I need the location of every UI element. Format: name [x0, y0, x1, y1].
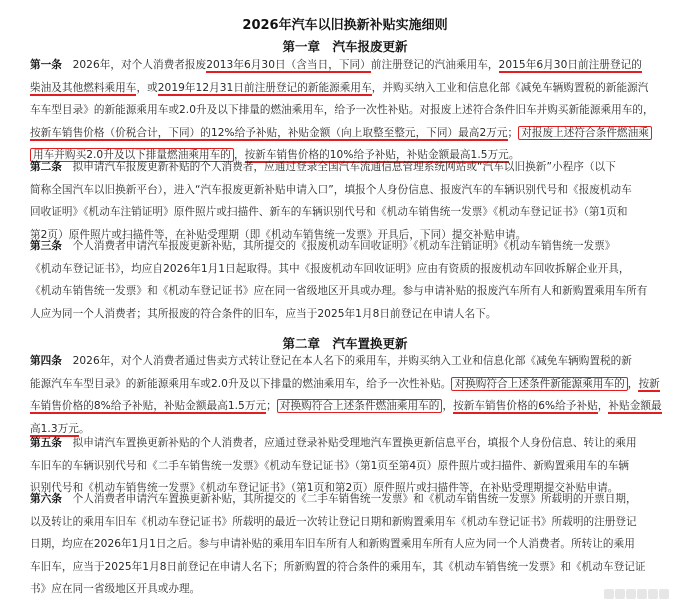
underline-highlight: 按新车销售价格的10%给予补贴，补贴金额最高1.5万元 — [244, 149, 509, 161]
article-1-text: 车车型目录》的新能源乘用车或2.0升及以下排量的燃油乘用车，给予一次性补贴。对报废上述符合条件旧车并购买新能源乘用车的， — [30, 104, 654, 116]
article-5-text: 车旧车的车辆识别代号和《二手车销售统一发票》《机动车登记证书》（第1页至第4页）原件照片或扫描件、新购置乘用车的车辆 — [30, 459, 630, 472]
article-3 — [30, 235, 670, 325]
article-6-text: 书》应在同一省级地区开具或办理。 — [30, 583, 201, 595]
underline-highlight: 2013年6月30日（含当日，下同） — [206, 59, 371, 71]
article-3-text: 《机动车销售统一发票》和《机动车登记证书》应在同一省级地区开具或办理。参与申请补贴的报废汽车所有人和新购置乘用车所有 — [30, 285, 648, 297]
article-4-text: ， — [597, 400, 609, 412]
article-4-text: 。 — [78, 422, 90, 435]
article-1-label: 第一条 — [30, 59, 62, 71]
document-title: 2026年汽车以旧换新补贴实施细则 — [242, 18, 448, 33]
article-6-text: 个人消费者申请汽车置换更新补贴，其所提交的《二手车销售统一发票》和《机动车销售统一发票》所载明的开票日期， — [61, 493, 637, 505]
article-1-text: 。 — [508, 149, 520, 161]
article-4-label: 第四条 — [30, 355, 62, 367]
article-4-text: ； — [266, 400, 277, 412]
boxed-highlight: 对报废上述符合条件燃油乘 — [518, 126, 652, 140]
article-6-text: 日期，均应在2026年1月1日之后。参与申请补贴的乘用车旧车所有人和新购置乘用车所有人应为同一个人消费者。所转让的乘用 — [30, 538, 635, 550]
article-2 — [30, 156, 670, 246]
article-2-text: 第2页）原件照片或扫描件等，在补贴受理期（即《机动车销售统一发票》开具后，下同）提交补贴申请。 — [30, 228, 527, 241]
article-6-text: 车旧车，应当于2025年1月8日前登记在申请人名下；所新购置的符合条件的乘用车，其《机动车销售统一发票》和《机动车登记证 — [30, 560, 646, 573]
article-2-text: 简称全国汽车以旧换新平台），进入“汽车报废更新补贴申请入口”，填报个人身份信息、报废汽车的车辆识别代号和《报废机动车 — [30, 183, 632, 196]
boxed-highlight: 用车并购买2.0升及以下排量燃油乘用车的 — [30, 148, 234, 162]
article-3-label: 第三条 — [30, 240, 62, 252]
underline-highlight: 按新车销售价格（价税合计，下同）的12%给予补贴，补贴金额（向上取整至整元，下同）最高2万元 — [30, 126, 508, 139]
underline-highlight: 车销售价格的8%给予补贴，补贴金额最高1.5万元 — [30, 400, 267, 412]
article-3-text: 人应为同一个人消费者；其所报废的符合条件的旧车，应当于2025年1月8日前登记在申请人名下。 — [30, 307, 497, 320]
article-2-text: 回收证明》《机动车注销证明》原件照片或扫描件、新车的车辆识别代号和《机动车销售统一发票》《机动车登记证书》（第1页和 — [30, 206, 628, 218]
article-1-text: ，并购买纳入工业和信息化部《减免车辆购置税的新能源汽 — [371, 81, 649, 94]
article-6-label: 第六条 — [30, 493, 62, 505]
underline-highlight: 补贴金额最 — [608, 400, 662, 412]
boxed-highlight: 对换购符合上述条件新能源乘用车的 — [451, 377, 627, 391]
article-2-label: 第二条 — [30, 161, 62, 173]
article-5-text: 识别代号和《机动车销售统一发票》《机动车登记证书》（第1页和第2页）原件照片或扫描件等，在补贴受理期提交补贴申请。 — [30, 482, 619, 494]
watermark — [604, 584, 684, 598]
chapter-1-heading: 第一章 汽车报废更新 — [282, 39, 408, 54]
article-4-text: ， — [442, 400, 454, 412]
article-4-text: 能源汽车车型目录》的新能源乘用车或2.0升及以下排量的燃油乘用车，给予一次性补贴。 — [30, 377, 452, 390]
underline-highlight: 柴油及其他燃料乘用车 — [30, 81, 137, 94]
article-4 — [30, 350, 670, 440]
article-3-text: 《机动车登记证书》，均应自2026年1月1日起取得。其中《报废机动车回收证明》应由有资质的报废机动车回收拆解企业开具， — [30, 262, 630, 275]
underline-highlight: 按新 — [638, 377, 660, 390]
article-3-text: 个人消费者申请汽车报废更新补贴，其所提交的《报废机动车回收证明》《机动车注销证明》《机动车销售统一发票》 — [61, 240, 616, 252]
article-1 — [30, 54, 670, 167]
article-5-label: 第五条 — [30, 437, 62, 449]
article-4-text: 2026年，对个人消费者通过售卖方式转让登记在本人名下的乘用车，并购买纳入工业和信息化部《减免车辆购置税的新 — [61, 355, 632, 367]
article-6-text: 以及转让的乘用车旧车《机动车登记证书》所载明的最近一次转让登记日期和新购置乘用车《机动车登记证书》所载明的注册登记 — [30, 515, 637, 528]
article-5-text: 拟申请汽车置换更新补贴的个人消费者，应通过登录补贴受理地汽车置换更新信息平台，填报个人身份信息、转让的乘用 — [61, 437, 637, 449]
chapter-2-heading: 第二章 汽车置换更新 — [282, 336, 408, 351]
underline-highlight: 高1.3万元 — [30, 422, 79, 435]
article-1-text: ， — [233, 149, 245, 161]
article-1-text: ； — [507, 126, 519, 139]
article-4-text: ， — [627, 377, 639, 390]
underline-highlight: 2015年6月30日前注册登记的 — [498, 59, 642, 71]
article-1-text: 2026年，对个人消费者报废 — [61, 59, 207, 71]
underline-highlight: 2019年12月31日前注册登记的新能源乘用车 — [157, 81, 372, 94]
article-1-text: ，或 — [136, 81, 158, 94]
underline-highlight: 按新车销售价格的6%给予补贴 — [453, 400, 598, 412]
article-2-text: 拟申请汽车报废更新补贴的个人消费者，应通过登录全国汽车流通信息管理系统网站或“汽车以旧换新”小程序（以下 — [61, 161, 616, 173]
boxed-highlight: 对换购符合上述条件燃油乘用车的 — [277, 399, 443, 413]
article-6 — [30, 488, 670, 601]
article-1-text: 前注册登记的汽油乘用车， — [370, 59, 499, 71]
